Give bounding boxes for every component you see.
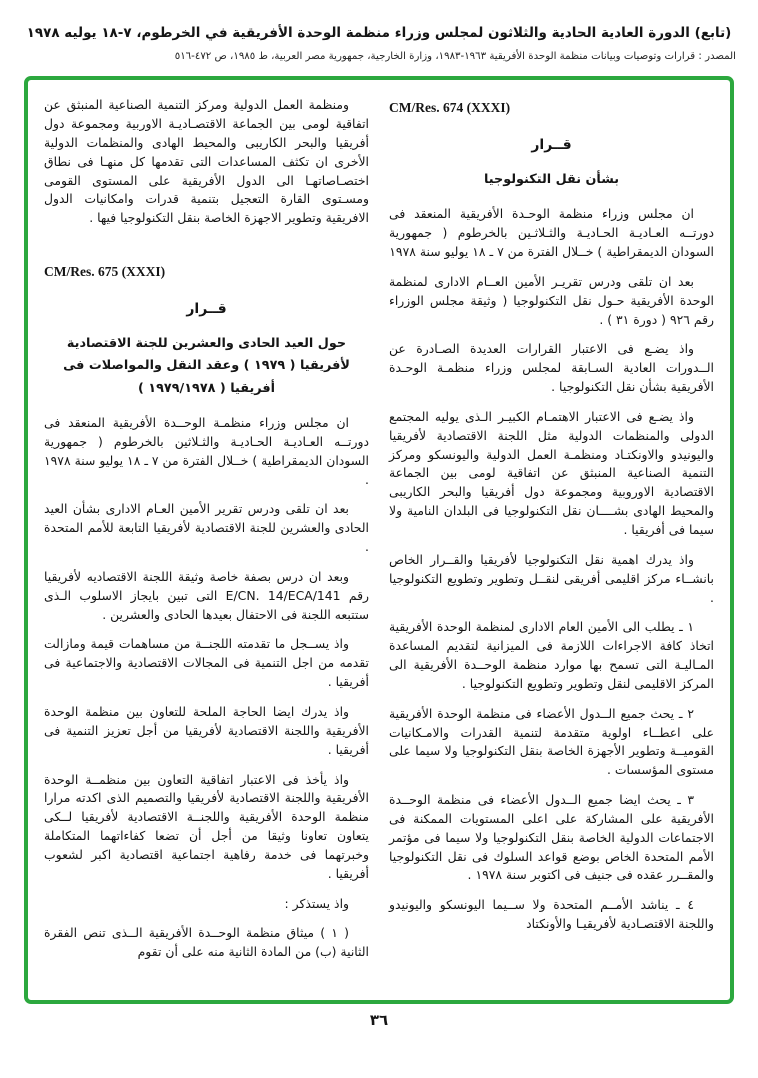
res675-paragraph: واذ يدرك ايضا الحاجة الملحة للتعاون بين منظمة الوحدة الأفريقية واللجنة الاقتصادية لأفريقيا من أجل تعزيز التنمية فى أفريقيا . [44,703,369,757]
content-frame [24,76,734,1004]
res675-paragraph: ( ١ ) ميثاق منظمة الوحــدة الأفريقية الــذى تنص الفقرة الثانية (ب) من المادة الثانية منه على أن تقوم [44,925,369,960]
header-source-line: المصدر : قرارات وتوصيات وبيانات منظمة الوحدة الأفريقية ١٩٦٣-١٩٨٣، وزارة الخارجية، جمهورية مصر العربية، ط ١٩٨٥، ص ٤٧٢-٥١٦ [174,50,736,62]
resolution-674-title: قــرار [531,136,572,153]
document-header [0,24,758,63]
res674-paragraph: ٤ ـ يناشد الأمــم المتحدة ولا ســيما اليونسكو واليونيدو واللجنة الاقتصـادية لأفريقيـا والأونكتاد [389,897,714,932]
res674-paragraph: بعد ان تلقى ودرس تقريـر الأمين العــام الادارى لمنظمة الوحدة الأفريقية حـول نقل التكنولوجيا ( وثيقة مجلس الوزراء رقم ٩٢٦ ( دورة ٣١ ) . [389,273,714,327]
res674-paragraph: ٢ ـ يحث جميع الــدول الأعضاء فى منظمة الوحدة الأفريقية على اعطــاء اولوية متقدمة لتنمية القدرات والامـكانيات القوميــة وتطوير الأجهزة الخاصة بنقل التكنولوجيا ولا سيما على مستوى المؤسسات . [389,705,714,778]
res675-paragraph: واذ يستذكر : [284,895,349,911]
column-right [389,96,714,973]
resolution-675-number: CM/Res. 675 (XXXI) [44,264,166,280]
res674-paragraph: واذ يدرك اهمية نقل التكنولوجيا لأفريقيا والقــرار الخاص بانشــاء مركز اقليمى أفريقى لنقــل وتطوير وتطويع التكنولوجيا . [389,551,714,605]
res674-paragraph: واذ يضـع فى الاعتبار الاهتمـام الكبيـر الـذى يوليه المجتمع الدولى والمنظمات الدولية مثل اللجنة الاقتصادية لأفريقيا واليونيدو والاونكتـاد ومنظمـة العمل الدولية واليونسكو ومركز التنمية الصناعية المنبثق عن اتفاقية لومى بين الجماعة الاقتصادية الاوروبية ومجموعة دول أفريقيا والبحر الكاريبى والمحيط الهادى بشــــان نقل التكنولوجيا فى البلدان النامية ولا سيما فى أفريقيا . [389,408,714,537]
res674-continuation-paragraph: ومنظمة العمل الدولية ومركز التنمية الصناعية المنبثق عن اتفاقية لومى بين الجماعة الاقتصـاديـة الاوربية ومجموعة دول أفريقيا والبحر الكاريبى والمحيط الهادى والمنظمات الدولية الأخرى ان تكثف المساعدات التى تقدمها كل منهـا فى نطاق اختصـاصاتهـا الى الدول الأفريقية على المستوى القومى ومسـتوى القارة التعجيل بتنمية قدرات وامكانيات الدول الافريقية وتطوير الاجهزة الخاصة بنقل التكنولوجيا فيها . [44,97,369,226]
res674-paragraph: ان مجلس وزراء منظمة الوحـدة الأفريقية المنعقد فى دورتــه العـاديـة الحـاديـة والثـلاثـين بالخرطوم ( جمهورية السودان الديمقراطية ) خــلال الفترة من ٧ ـ ١٨ يوليو سنة ١٩٧٨ [389,206,714,259]
resolution-674-subject: بشأن نقل التكنولوجيا [483,171,620,187]
document-footer [0,1010,758,1029]
res675-paragraph: واذ يســجل ما تقدمته اللجنــة من مساهمات قيمة ومازالت تقدمه من اجل التنمية فى المجالات الاقتصادية والاجتماعية فى أفريقيا . [44,636,369,690]
res674-paragraph: واذ يضـع فى الاعتبار القرارات العديدة الصـادرة عن الــدورات العادية السـابقة لمجلس وزراء منظمـة الوحـدة الأفريقية بشأن نقل التكنولوجيا . [389,341,714,395]
res674-paragraph: ٣ ـ يحث ايضا جميع الــدول الأعضاء فى منظمة الوحــدة الأفريقية على المشاركة على اعلى المستويات الممكنة فى الاجتماعات الدولية الخاصة بنقل التكنولوجيا ولا سيما فى مؤتمر الأمم المتحدة الخاص بوضع قواعد السلوك فى نقل التكنولوجيا والمقــرر عقده فى جنيف فى اكتوبر سنة ١٩٧٨ . [389,792,714,883]
page-number: ٣٦ [369,1011,389,1030]
resolution-675-title: قــرار [186,300,227,317]
res675-paragraph: واذ يأخذ فى الاعتبار اتفاقية التعاون بين منظمــة الوحدة الأفريقية واللجنة الاقتصادية لأفريقيا والتصميم الذى اكدته مرارا منظمة الوحدة الأفريقية واللجنــة الاقتصادية لأفريقيا لــكى يتعاون تعاونا وثيقا من أجل أن تضعا كفاءاتهما المتكاملة وخبرتهما فى خدمة رفاهية اجتماعية اقتصادية اكبر لشعوب أفريقيا . [44,771,369,881]
res675-paragraph: ان مجلس وزراء منظمـة الوحــدة الأفريقية المنعقد فى دورتــه العـاديـة الحـاديـة والثـلاثين بالخرطوم ( جمهورية السودان الديمقراطية ) خــلال الفترة من ٧ ـ ١٨ يوليو سنة ١٩٧٨ . [44,415,369,487]
two-column-layout [44,96,714,973]
header-session-title: (تابع) الدورة العادية الحادية والثلاثون لمجلس وزراء منظمة الوحدة الأفريقية في الخرطوم، ٧-١٨ يوليه ١٩٧٨ [26,25,732,41]
res675-paragraph: وبعد ان درس بصفة خاصة وثيقة اللجنة الاقتصاديه لأفريقيا رقم E/CN. 14/ECA/141 التى تبين بايجاز الاسلوب الـذى ستتبعه اللجنة فى الاحتفال بعيدها الحادى والعشرين . [44,568,370,622]
resolution-675-subject: حول العيد الحادى والعشرين للجنة الاقتصادية لأفريقيا ( ١٩٧٩ ) وعقد النقل والمواصلات فى أفريقيا ( ١٩٧٩/١٩٧٨ ) [63,335,350,396]
column-left [44,96,369,973]
resolution-674-number: CM/Res. 674 (XXXI) [389,100,511,116]
res674-paragraph: ١ ـ يطلب الى الأمين العام الادارى لمنظمة الوحدة الأفريقية اتخاذ كافة الاجراءات اللازمة فى الميزانية لتقديم المساعدة المـاليـة التى تسمح بها موارد منظمة الوحــدة الأفريقية الى المركز الاقليمى لنقل وتطوير وتطويع التكنولوجيا . [389,619,714,691]
res675-paragraph: بعد ان تلقى ودرس تقرير الأمين العـام الادارى بشأن العيد الحادى والعشرين للجنة الاقتصادية لأفريقيا التابعة للأمم المتحدة . [44,501,369,555]
